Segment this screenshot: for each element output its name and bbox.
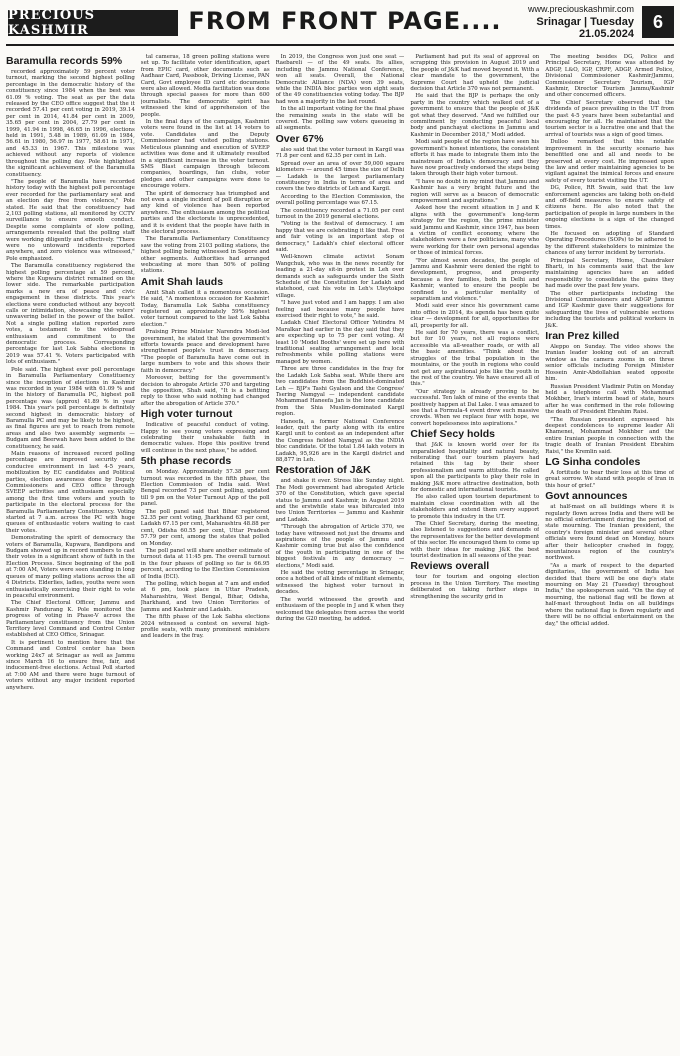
- article-paragraph: Demonstrating the spirit of democracy the voters of Baramulla, Kupwara, Bandipora and Budgam showed up in record numbers to cast their votes in a significant show of faith in the Election Process. Since beginning of the poll at 7:00 AM, Voters were seen standing in long queues of many polling stations across the all 4 Districts. Elderlies, ladies, youths were seen enthusiastically exercising their right to vote in peaceful environment.: [6, 535, 135, 599]
- article-paragraph: Well-known climate activist Sonam Wangchuk, who was in the news recently for leading a 21-day sit-in protest in Leh over demands such as safeguards under the Sixth Schedule of the Constitution for Ladakh and statehood, cast his vote in Leh's Uleytokpo village.: [275, 254, 405, 299]
- article-paragraph: Amit Shah called it a momentous occasion. He said, "A momentous occasion for Kashmir! Today, Baramulla Lok Sabha constituency registered an approximately 59% highest voter turnout compared to the last Lok Sabha election.": [140, 289, 270, 328]
- column-5: [545, 54, 674, 1052]
- article-paragraph: "Through the abrogation of Article 370, we today have witnessed not just the dreams and aspirations of the people of Jammu and Kashmir coming true but also the confidence of the youth in participating in one of the biggest festivals in any democracy — elections," Modi said.: [275, 524, 405, 569]
- article-paragraph: Russian President Vladimir Putin on Monday held a telephone call with Mohammad Mokhber, Iran's interim head of state, hours after he was confirmed in the role following the death of President Ebrahim Raisi.: [545, 383, 674, 416]
- article-paragraph: The other participants including the Divisional Commissioners and ADGP Jammu and IGP Kashmir gave their suggestions for safeguarding the lives of vulnerable sections including the tourists and political workers in J&K.: [545, 290, 674, 329]
- issue-date: 21.05.2024: [578, 28, 634, 40]
- article-headline: Govt announces: [545, 490, 628, 503]
- column-4: [410, 54, 539, 1052]
- section-title: FROM FRONT PAGE....: [188, 7, 502, 35]
- column-2: [141, 54, 270, 1052]
- article-paragraph: that J&K is known world over for its unparalleled hospitality and natural beauty, reiterating that our tourism players had retained this tag by their sheer professionalism and warm attitude. He called upon all the participants to play their role in making J&K more attractive destination, both for domestic and international tourists.: [410, 442, 540, 493]
- article-paragraph: "The people of Baramulla have recorded history today with the highest poll percentage ever recorded for the parliamentary seat and an election day free from violence," Pole stated. He said that the constituency had 2,103 polling stations, all monitored by CCTV surveillance to ensure smooth conduct. Despite some complaints of slow polling, arrangements revealed that the polling staff were working diligently and effectively. "There were no untoward incidents reported anywhere, and zero violence was witnessed," Pole emphasized.: [6, 178, 135, 262]
- masthead: [0, 0, 680, 52]
- article-paragraph: The Baramulla constituency registered the highest polling percentage at 59 percent, where the Kupwara district remained on the lower side. The remarkable participation marks a new era of peace and civic engagement in these districts. This year's elections were conducted without any boycott calls or intimidation, showcasing the voters' unwavering belief in the power of the ballot. Not a single polling station reported zero votes, a testament to the widespread enthusiasm and commitment to the democratic process. Corresponding percentage for last Lok Sabha elections in 2019 was 57.41 %. Voters participated with lots of enthusiasm.": [6, 263, 135, 366]
- article-paragraph: He said that the BJP is perhaps the only party in the country which walked out of a government to ensure that the people of J&K got what they deserved. "And we fulfilled our commitment by conducting peaceful local body and panchayat elections in Jammu and Kashmir in December 2018," Modi added.: [410, 93, 540, 138]
- article-paragraph: In the final days of the campaign, Kashmiri voters were found in the list at 14 voters to vote. Candidates and the Deputy Commissioner had visited polling stations. Meticulous planning and execution of SVEEP activities was done and it ultimately resulted in a significant increase in the voter turnout. SMS Blast campaign through telecom companies, hoardings, fan clubs, voter pledges and other campaigns were done to encourage voters.: [140, 119, 270, 190]
- article-paragraph: "I have just voted and I am happy. I am also feeling sad because many people have exercised their right to vote," he said.: [275, 300, 405, 320]
- page-number: 6: [642, 6, 674, 38]
- article-paragraph: "I have no doubt in my mind that Jammu and Kashmir has a very bright future and the region will serve as a beacon of democratic empowerment and aspirations.": [410, 178, 540, 204]
- article-paragraph: Modi said ever since his government came into office in 2014, its agenda has been quite clear — development for all, opportunities for all, prosperity for all.: [410, 303, 540, 329]
- dateline: [536, 16, 634, 40]
- article-paragraph: The polling, which began at 7 am and ended at 6 pm, took place in Uttar Pradesh, Maharashtra, West Bengal, Bihar, Odisha, Jharkhand, and two Union Territories of Jammu and Kashmir and Ladakh.: [140, 581, 270, 613]
- article-headline: Over 67%: [275, 132, 324, 145]
- article-paragraph: The spirit of democracy has triumphed and not even a single incident of poll disruption or any kind of violence has been reported anywhere. The enthusiasm among the political parties and the electorate is unprecedented, and it is evident that the people have faith in the electoral process.: [140, 190, 270, 235]
- article-paragraph: Spread over an area of over 59,000 square kilometers — around 45 times the size of Delhi — Ladakh is the largest parliamentary constituency in India in terms of area and covers the two districts of Leh and Kargil.: [275, 160, 405, 193]
- article-paragraph: Moreover, betting for the government's decision to abrogate Article 370 and targeting the opposition, Shah said, "It is a befitting reply to those who said nothing had changed after the abrogation of Article 370.": [140, 375, 270, 407]
- article-paragraph: also said that the voter turnout in Kargil was 71.8 per cent and 62.35 per cent in Leh.: [275, 146, 405, 160]
- article-paragraph: "The Russian president expressed his deepest condolences to supreme leader Ali Khamenei, Mohammad Mokhber and the entire Iranian people in connection with the tragic death of Iranian President Ebrahim Raisi," the Kremlin said.: [545, 416, 674, 455]
- article-paragraph: Ladakh Chief Electoral Officer Yetindra M Maralkar had earlier in the day said that they are expecting up to 75 per cent voting. At least 10 'Model Booths' were set up here with traditional seating arrangement and local refreshments while polling stations were managed by women.: [275, 320, 405, 365]
- article-paragraph: A fortitude to bear their loss at this time of great sorrow. We stand with people of Iran in this hour of grief.": [545, 469, 674, 489]
- article-paragraph: He said the voting percentage in Srinagar, once a hotbed of all kinds of militant elements, witnessed the highest voter turnout in decades.: [275, 570, 405, 596]
- article-paragraph: The fifth phase of the Lok Sabha elections 2024 witnessed a contest on several high-profile seats, with many prominent ministers and leaders in the fray.: [140, 614, 270, 640]
- article-paragraph: DG, Police, RR Swain, said that the law enforcement agencies are taking both on-field and off-field measures to ensure safety of citizens here. He also noted that the participation of people in large numbers in the ongoing elections is a sign of the changed times.: [545, 185, 674, 230]
- article-paragraph: The world witnessed the growth and enthusiasm of the people in J and K when they welcomed the delegates from across the world during the G20 meeting, he added.: [275, 596, 405, 622]
- article-headline: Iran Prez killed: [545, 330, 620, 343]
- article-paragraph: The Baramulla Parliamentary Constituency saw the voting from 2103 polling stations, the highest polling being witnessed in Sopore and other segments. Authorities had arranged webcasting at more than 50% of polling stations.: [140, 236, 270, 275]
- article-paragraph: Main reasons of increased record polling percentage are improved security and conducive environment in last 4-5 years, mobilization by EC candidates and Political parties, election awareness done by Deputy Commissioners and CEO office through SVEEP activities and enthusiasm especially among the first time voters and youth to participate in the electoral process for the Baramulla Parliamentary Constituency. Voting started at 7 a.m. across the PC with huge queues of enthusiastic voters waiting to cast their votes.: [6, 450, 135, 534]
- article-paragraph: "For almost seven decades, the people of Jammu and Kashmir were denied the right to development, progress, and prosperity because a few families, both in Delhi and Kashmir, wanted to ensure the people be confined to a particular mentality of separatism and violence.": [410, 257, 540, 303]
- article-paragraph: It is pertinent to mention here that the Command and Control center has been working 24x7 at Srinagar as well as Jammu since March 16 to ensure free, fair, and inducement-free elections. Actual Poll started at 7:00 AM and there were huge turnout of voters without any major incident reported anywhere.: [6, 639, 135, 691]
- city-day: Srinagar | Tuesday: [536, 16, 634, 28]
- article-paragraph: Haneefa, a former National Conference leader, quit the party along with its entire Kargil unit to contest as an independent after the Congress fielded Namgyal as the INDIA bloc candidate. Of the total 1.84 lakh voters in Ladakh, 95,926 are in the Kargil district and 88,877 in Leh.: [275, 418, 405, 463]
- article-paragraph: "Voting is the festival of democracy. I am happy that we are celebrating it like that. Free and fair voting is an important step of democracy," Ladakh's chief electoral officer said.: [275, 221, 405, 253]
- article-paragraph: Principal Secretary, Home, Chandraker Bharti, in his comments said that the law maintaining agencies have an added responsibility to consolidate the gains they had made over the past few years.: [545, 257, 674, 290]
- article-paragraph: tal cameras, 18 green polling stations were set up. To facilitate voter identification, apart from EPIC card, other documents such as Aadhaar Card, Passbook, Driving License, PAN Card, Govt employee ID card etc documents were also allowed. Media facilitation was done through special passes for more than 600 journalists. The democratic spirit has witnessed the kind of apprehension of the people.: [140, 54, 270, 118]
- article-paragraph: and shake it ever. Stress like Sunday night. The Modi government had abrogated Article 370 of the Constitution, which gave special status to Jammu and Kashmir, in August 2019 and the erstwhile state was bifurcated into two Union Territories — Jammu and Kashmir and Ladakh.: [275, 478, 405, 523]
- article-headline: Baramulla records 59%: [6, 55, 123, 67]
- article-paragraph: He said for 70 years, there was a conflict, but for 10 years, not all regions were accessible via all-weather roads, or with all the basic amenities. "Think about the struggles of the tribal population in the mountains, or the youth in regions who could not get any aspirational jobs like the youth in the rest of the country. We have ensured all of this.": [410, 330, 540, 388]
- article-headline: Chief Secy holds: [410, 428, 495, 441]
- article-paragraph: In the all important voting for the final phase the remaining seats in the state will be covered. The polling saw voters queueing in all segments.: [275, 106, 405, 132]
- publication-logo: PRECIOUS KASHMIR: [8, 10, 178, 36]
- article-paragraph: He focused on adopting of Standard Operating Procedures (SOPs) to be adhered to by the different stakeholders to minimize the chances of any terror incident by terrorists.: [545, 230, 674, 257]
- article-paragraph: In 2019, the Congress won just one seat — Raebareli — of the 49 seats. Its allies, including the Jammu National Conference, won all seats. Overall, the National Democratic Alliance (NDA) won 39 seats, while the INDIA bloc parties won eight seats of the 49 constituencies voting today. The BJP had won a majority in the last round.: [275, 54, 405, 105]
- article-paragraph: Pole said. The highest ever poll percentage in Baramulla Parliamentary Constituency since the inception of elections in Kashmir was recorded in year 1984 with 61.09 % and in the history of Baramulla PC, highest poll percentage was (approx) 41.89 % in year 1984. This year's poll percentage is definitely second highest in democratic history of Baramulla PC and may be likely to be highest, as final figures are yet to reach from remote areas and also two assembly segments — Budgam and Beerwah have been added to the constituency, he said.: [6, 366, 135, 450]
- article-paragraph: The Chief Secretary, during the meeting, also listened to suggestions and demands of the representatives for the better development of this sector. He encouraged them to come up with their ideas for making J&K the best tourist destination in all seasons of the year.: [410, 521, 540, 560]
- article-paragraph: According to the Election Commission, the overall polling percentage was 67.15.: [275, 193, 405, 207]
- header-rule: [6, 44, 674, 46]
- article-paragraph: The constituency recorded a 71.05 per cent turnout in the 2019 general elections.: [275, 207, 405, 220]
- article-paragraph: Aleppo on Sunday. The video shows the Iranian leader looking out of an aircraft window as the camera zooms in on three senior officials including Foreign Minister Hossein Amir-Abdollahian seated opposite him.: [545, 344, 674, 383]
- article-paragraph: Indicative of peaceful conduct of voting. Happy to see young voters expressing and celebrating their unshakable faith in democratic values. Hope this positive trend will continue in the next phase," he added.: [140, 422, 270, 454]
- article-paragraph: Parliament had put its seal of approval on scrapping this provision in August 2019 and the people of J&K had moved beyond it. With a clear mandate to the government, the Supreme Court had upheld the judicial decision that Article 370 was not permanent.: [410, 54, 540, 93]
- column-1: [6, 54, 135, 1052]
- article-paragraph: The Chief Secretary observed that the dividends of peace prevailing in the UT from the past 4-5 years have been substantial and encouraging for all. He maintained that the tourism sector is a lucrative one and that the arrival of tourists was a sign of good times.: [545, 99, 674, 138]
- article-paragraph: The poll panel will share another estimate of turnout data at 11:45 pm. The overall turnout in the four phases of polling so far is 66.95 percent, according to the Election Commission of India (ECI).: [140, 548, 270, 580]
- article-headline: 5th phase records: [140, 455, 232, 468]
- article-headline: LG Sinha condoles: [545, 455, 641, 468]
- article-paragraph: on Monday. Approximately 57.38 per cent turnout was recorded in the fifth phase, the Election Commission of India said. West Bengal recorded 73 per cent polling, updated till 9 pm on the Voter Turnout App of the poll panel.: [140, 469, 270, 508]
- article-paragraph: Asked how the recent situation in J and K aligns with the government's long-term strategy for the region, the prime minister said Jammu and Kashmir, since 1947, has been a victim of conflict economy, where the stakeholders were a few politicians, many who were working for their own personal agendas or those of inimical forces.: [410, 205, 540, 257]
- article-paragraph: tour for tourism and ongoing election process in the Union Territory. The meeting deliberated on taking further steps in strengthening the security grid in: [410, 574, 540, 600]
- article-paragraph: The meeting besides DG, Police and Principal Secretary, Home was attended by ADGP, L&O, IGP, CRPF, ADGP, Armed Police, Divisional Commissioner Kashmir/Jammu, Commissioner Secretary Tourism, IGP Kashmir, Director Tourism Jammu/Kashmir and other concerned officers.: [545, 54, 674, 99]
- article-paragraph: Modi said people of the region have seen his government's honest intentions, the consistent efforts it has made to integrate them into the mainstream of India's democracy and they have now proactively endorsed the steps being taken through their high voter turnout.: [410, 139, 540, 178]
- article-paragraph: He also called upon tourism department to maintain close coordination with all the stakeholders and extend them every support to promote this industry in the UT.: [410, 494, 540, 520]
- article-paragraph: Three are three candidates in the fray for the Ladakh Lok Sabha seat. While there are two candidates from the Buddhist-dominated Leh — BJP's Tashi Gyalson and the Congress' Tsering Namgyal — independent candidate Mohammad Haneefa Jan is the lone candidate from the Shia Muslim-dominated Kargil region.: [275, 366, 405, 418]
- article-headline: High voter turnout: [140, 408, 233, 421]
- article-headline: Amit Shah lauds: [140, 275, 224, 288]
- column-3: [276, 54, 405, 1052]
- article-paragraph: The poll panel said that Bihar registered 52.35 per cent voting, Jharkhand 63 per cent, Ladakh 67.15 per cent, Maharashtra 48.88 per cent, Odisha 60.55 per cent, Uttar Pradesh 57.79 per cent, among the states that polled on Monday.: [140, 508, 270, 547]
- article-paragraph: The Chief Electoral Officer, Jammu and Kashmir Pandurang K. Pole monitored the progress of voting in Phase-V across the Parliamentary constituency from the Union Territory level Command and Control Center established at CEO Office, Srinagar.: [6, 600, 135, 639]
- website-url[interactable]: www.preciouskashmir.com: [527, 4, 634, 14]
- article-headline: Restoration of J&K: [275, 464, 371, 477]
- article-columns: [6, 54, 674, 1052]
- article-paragraph: Dulloo remarked that this notable improvement in the security scenario has benefitted one and all and needs to be preserved at every cost. He impressed upon the law and order maintaining agencies to be vigilant against the inimical forces and ensure safety of every tourist visiting the UT.: [545, 139, 674, 184]
- article-paragraph: recorded approximately 59 percent voter turnout, marking the second highest polling percentage in the democratic history of the constituency since 1984 when the best was 61.09 % voting. The seat as per the data released by the CEO office suggest that the it recorded 57.41 per cent voting in 2019, 39.14 per cent in 2014, 41.84 per cent in 2009, 35.65 per cent in 2004, 27.79 per cent in 1999, 41.94 in 1998, 46.65 in 1996, elections held in 1991, 5.48 in 1989, 61.09 in 1984, 56.61 in 1980, 56.97 in 1977, 58.61 in 1971, and 45.33 in 1967. This milestone was achieved without any reports of violence throughout the polling day. Pole highlighted the significant achievement of the Baramulla constituency.: [6, 69, 135, 178]
- article-paragraph: at half-mast on all buildings where it is regularly flown across India and there will be no official entertainment during the period of state mourning. The Iranian president, the country's foreign minister and several other officials were found dead on Monday, hours after their helicopter crashed in foggy, mountainous region of the country's northwest.: [545, 504, 674, 562]
- article-paragraph: Praising Prime Minister Narendra Modi-led government, he stated that the government's efforts towards peace and development have strengthened people's trust in democracy. "The people of Baramulla have come out in large numbers to vote and this shows their faith in democracy.": [140, 329, 270, 374]
- article-headline: Reviews overall: [410, 560, 490, 573]
- article-paragraph: "As a mark of respect to the departed dignitaries, the government of India has decided that there will be one day's state mourning on May 21 (Tuesday) throughout India," the spokesperson said. "On the day of mourning, the national flag will be flown at half-mast throughout India on all buildings where the national flag is flown regularly and there will be no official entertainment on the day," the official added.: [545, 562, 674, 627]
- article-paragraph: "Our strategy is already proving to be successful. Ten lakh of mine of the events that positively happen at Dal Lake. I was amazed to see that a Formula-4 event drew such massive crowds. When we replace fear with hope, we convert hopelessness into aspirations.": [410, 388, 540, 427]
